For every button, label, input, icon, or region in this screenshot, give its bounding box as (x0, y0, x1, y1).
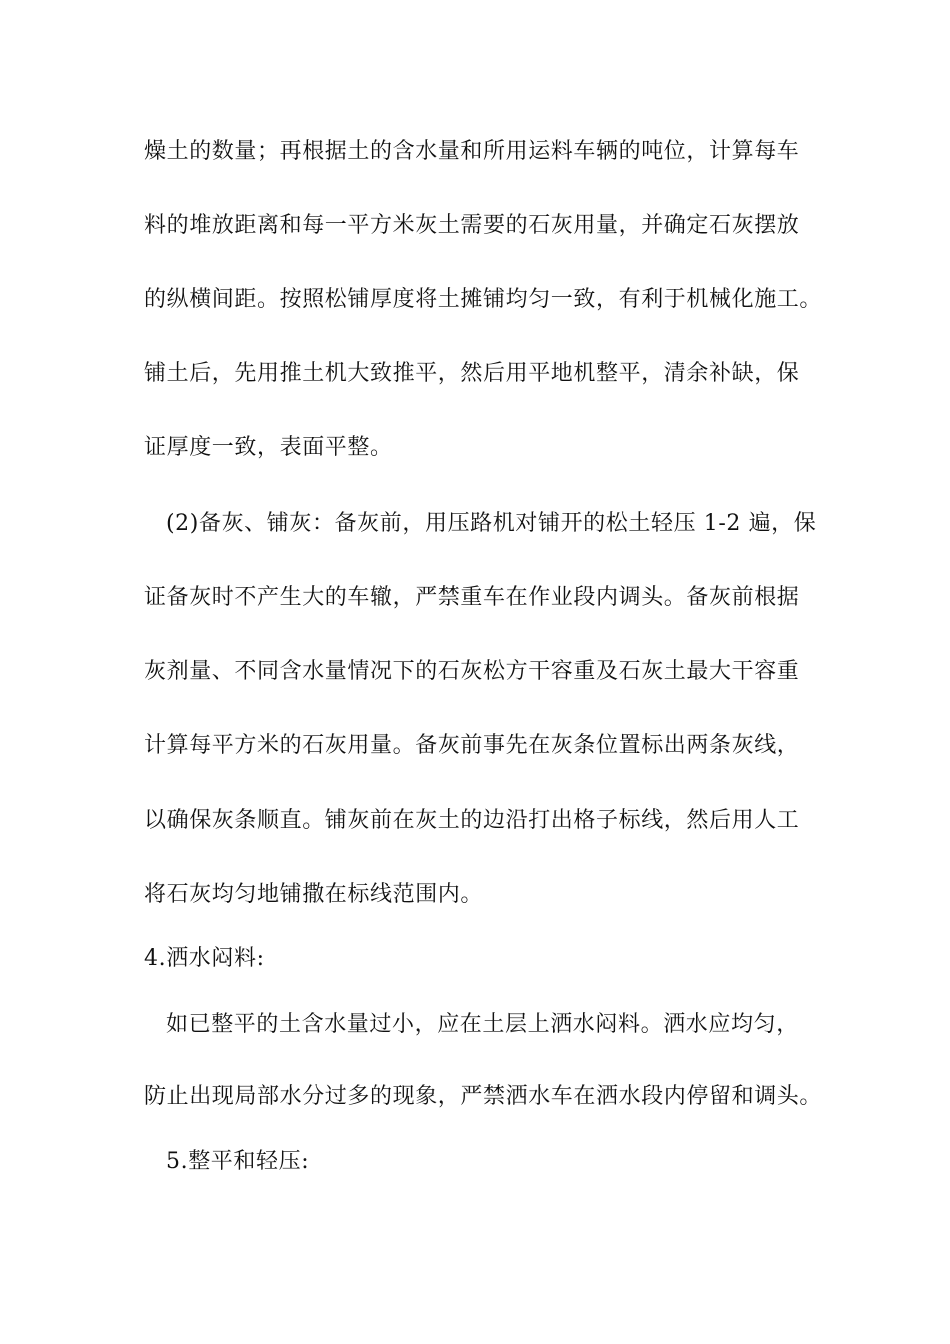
paragraph-line: 将石灰均匀地铺撒在标线范围内。 (144, 882, 484, 907)
paragraph-line: (2)备灰、铺灰：备灰前，用压路机对铺开的松土轻压 1-2 遍，保 (166, 511, 817, 536)
paragraph-line: 以确保灰条顺直。铺灰前在灰土的边沿打出格子标线，然后用人工 (144, 808, 800, 833)
paragraph-line: 计算每平方米的石灰用量。备灰前事先在灰条位置标出两条灰线， (144, 733, 800, 758)
paragraph-line: 如已整平的土含水量过小，应在土层上洒水闷料。洒水应均匀， (166, 1012, 799, 1037)
paragraph-line: 铺土后，先用推土机大致推平，然后用平地机整平，清余补缺，保 (144, 361, 800, 386)
paragraph-line: 的纵横间距。按照松铺厚度将土摊铺均匀一致，有利于机械化施工。 (144, 287, 823, 312)
paragraph-line: 证备灰时不产生大的车辙，严禁重车在作业段内调头。备灰前根据 (144, 585, 800, 610)
paragraph-line: 证厚度一致，表面平整。 (144, 435, 393, 460)
section-heading: 5.整平和轻压: (166, 1149, 310, 1174)
section-heading: 4.洒水闷料: (144, 946, 265, 971)
paragraph-line: 防止出现局部水分过多的现象，严禁洒水车在洒水段内停留和调头。 (144, 1084, 823, 1109)
paragraph-line: 料的堆放距离和每一平方米灰土需要的石灰用量，并确定石灰摆放 (144, 213, 800, 238)
paragraph-line: 燥土的数量；再根据土的含水量和所用运料车辆的吨位，计算每车 (144, 139, 800, 164)
paragraph-line: 灰剂量、不同含水量情况下的石灰松方干容重及石灰土最大干容重 (144, 659, 800, 684)
